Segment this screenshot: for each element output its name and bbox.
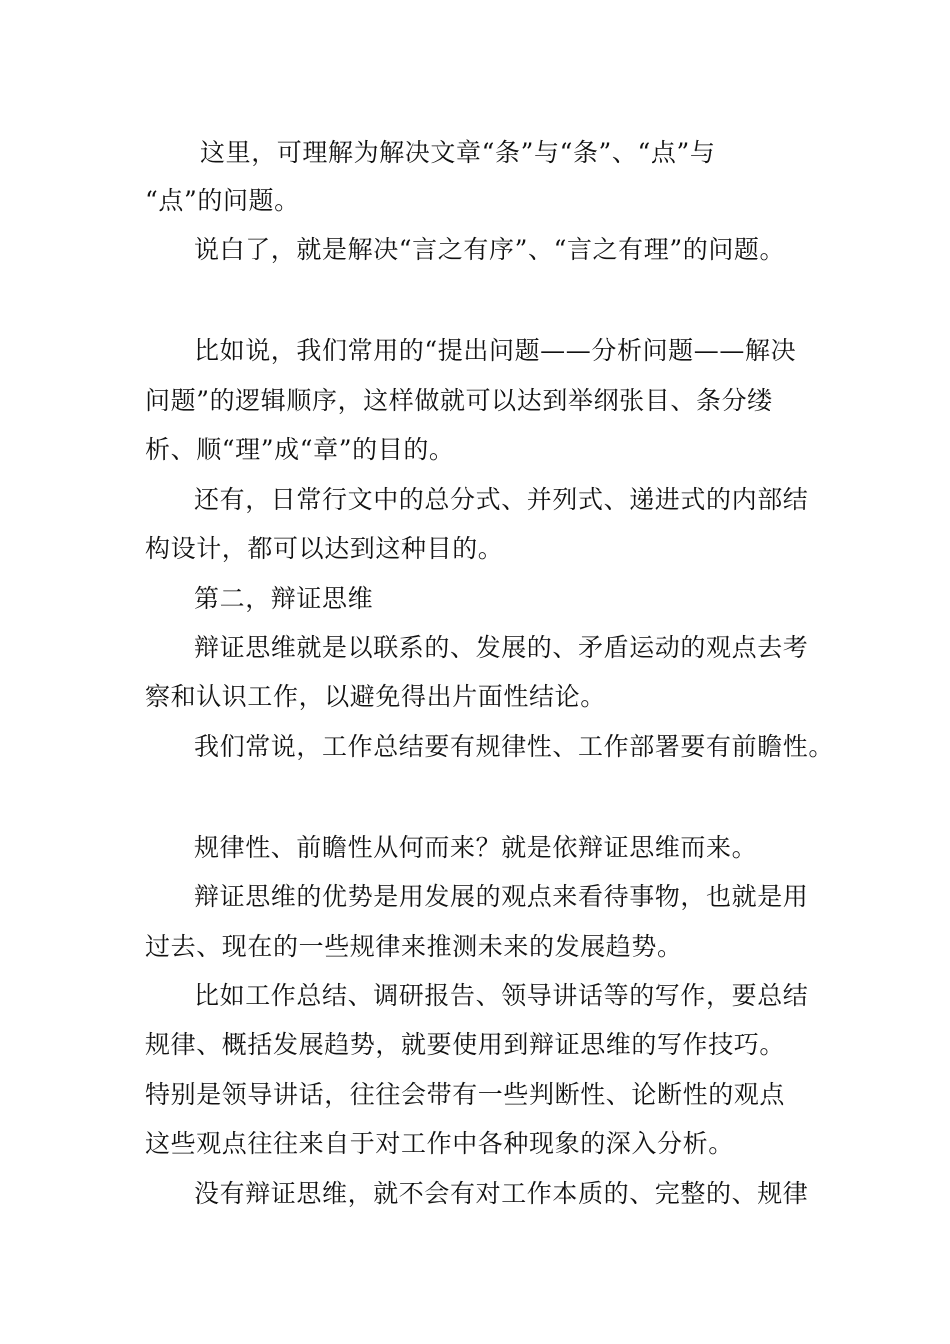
text-line-8: 构设计，都可以达到这种目的。 <box>145 534 504 563</box>
text-line-10: 辩证思维就是以联系的、发展的、矛盾运动的观点去考 <box>194 633 809 662</box>
text-line-15: 过去、现在的一些规律来推测未来的发展趋势。 <box>145 932 683 961</box>
text-line-3: 说白了，就是解决“言之有序”、“言之有理”的问题。 <box>194 235 786 264</box>
text-line-14: 辩证思维的优势是用发展的观点来看待事物，也就是用 <box>194 882 809 911</box>
text-line-12: 我们常说，工作总结要有规律性、工作部署要有前瞻性。 <box>194 732 835 761</box>
text-line-11: 察和认识工作，以避免得出片面性结论。 <box>145 682 606 711</box>
text-line-5: 问题”的逻辑顺序，这样做就可以达到举纲张目、条分缕 <box>145 386 773 415</box>
text-line-1: 这里，可理解为解决文章“条”与“条”、“点”与 <box>200 138 716 167</box>
text-line-2: “点”的问题。 <box>145 186 300 215</box>
text-line-13: 规律性、前瞻性从何而来？就是依辩证思维而来。 <box>194 833 758 862</box>
text-line-16: 比如工作总结、调研报告、领导讲话等的写作，要总结 <box>194 981 809 1010</box>
text-line-7: 还有，日常行文中的总分式、并列式、递进式的内部结 <box>194 485 809 514</box>
text-line-9: 第二，辩证思维 <box>194 584 374 613</box>
text-line-19: 这些观点往往来自于对工作中各种现象的深入分析。 <box>145 1129 734 1158</box>
text-line-17: 规律、概括发展趋势，就要使用到辩证思维的写作技巧。 <box>145 1030 786 1059</box>
text-line-4: 比如说，我们常用的“提出问题——分析问题——解决 <box>194 336 797 365</box>
text-line-6: 析、顺“理”成“章”的目的。 <box>145 435 455 464</box>
text-line-18: 特别是领导讲话，往往会带有一些判断性、论断性的观点 <box>145 1080 786 1109</box>
text-line-20: 没有辩证思维，就不会有对工作本质的、完整的、规律 <box>194 1179 809 1208</box>
